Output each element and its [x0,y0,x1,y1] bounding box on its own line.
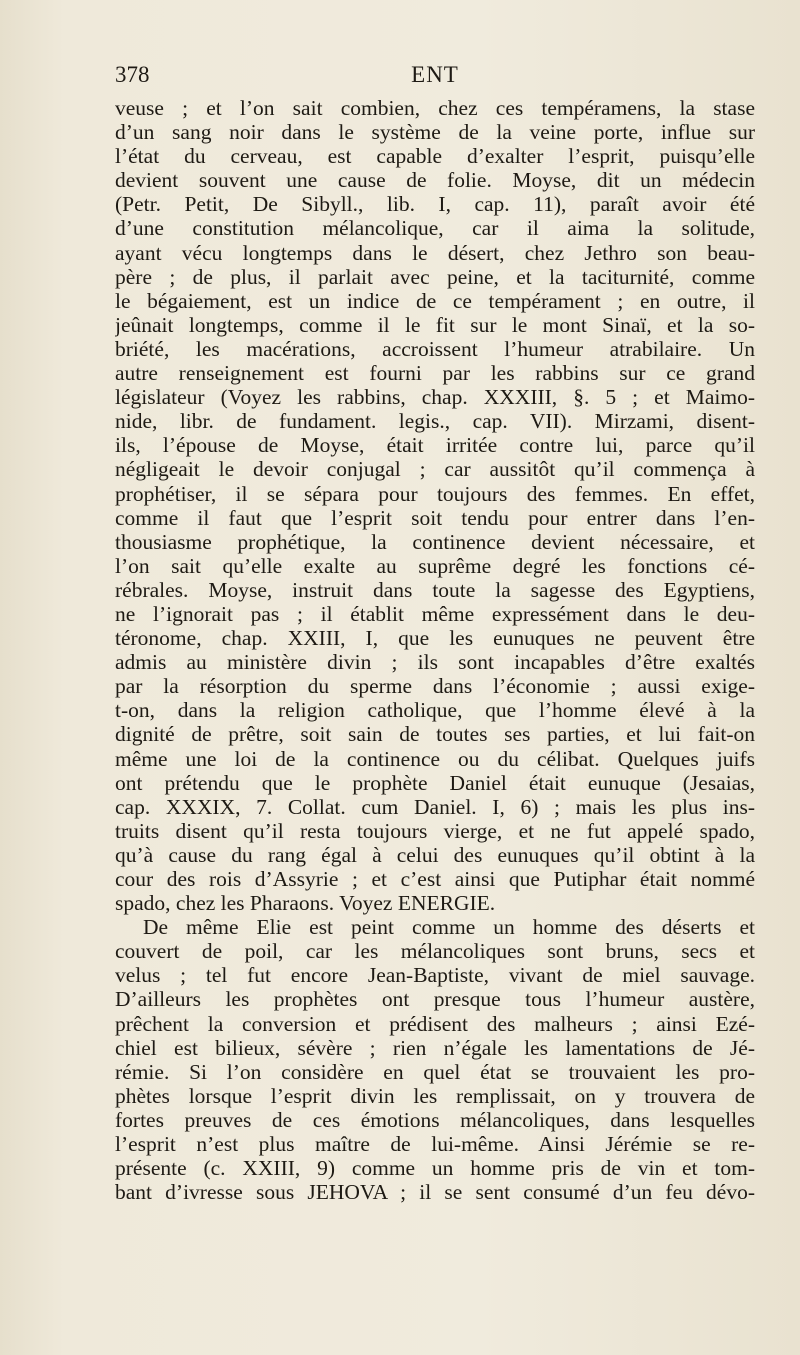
text-line: téronome, chap. XXIII, I, que les eunuques ne peuvent être [115,626,755,651]
text-line: l’esprit n’est plus maître de lui-même. Ainsi Jérémie se re- [115,1132,755,1157]
text-line: rébrales. Moyse, instruit dans toute la sagesse des Egyptiens, [115,577,755,602]
running-head: ENT [411,62,459,87]
text-line: chiel est bilieux, sévère ; rien n’égale les lamentations de Jé- [115,1035,755,1060]
text-line: (Petr. Petit, De Sibyll., lib. I, cap. 11), paraît avoir été [115,192,755,217]
text-line: père ; de plus, il parlait avec peine, et la taciturnité, comme [115,264,755,289]
text-line: jeûnait longtemps, comme il le fit sur le mont Sinaï, et la so- [115,312,755,337]
text-line: cap. XXXIX, 7. Collat. cum Daniel. I, 6) ; mais les plus ins- [115,794,755,819]
page-number: 378 [115,62,150,87]
text-line: bant d’ivresse sous JEHOVA ; il se sent consumé d’un feu dévo- [115,1180,755,1205]
text-line: le bégaiement, est un indice de ce tempérament ; en outre, il [115,288,755,313]
body-text [115,96,755,1204]
text-line: présente (c. XXIII, 9) comme un homme pris de vin et tom- [115,1156,755,1181]
text-line: velus ; tel fut encore Jean-Baptiste, vivant de miel sauvage. [115,963,755,988]
text-line: prêchent la conversion et prédisent des malheurs ; ainsi Ezé- [115,1011,755,1036]
text-line: devient souvent une cause de folie. Moyse, dit un médecin [115,168,755,193]
text-line: D’ailleurs les prophètes ont presque tous l’humeur austère, [115,987,755,1012]
page-header [115,62,755,92]
text-line: fortes preuves de ces émotions mélancoliques, dans lesquelles [115,1107,755,1132]
text-line: dignité de prêtre, soit sain de toutes ses parties, et lui fait-on [115,722,755,747]
text-line: phètes lorsque l’esprit divin les remplissait, on y trouvera de [115,1083,755,1108]
text-line: législateur (Voyez les rabbins, chap. XXXIII, §. 5 ; et Maimo- [115,385,755,410]
text-line: d’une constitution mélancolique, car il aima la solitude, [115,216,755,241]
text-line: ils, l’épouse de Moyse, était irritée contre lui, parce qu’il [115,433,755,458]
text-line: l’on sait qu’elle exalte au suprême degré les fonctions cé- [115,553,755,578]
text-line: thousiasme prophétique, la continence devient nécessaire, et [115,529,755,554]
paragraph-end-line: spado, chez les Pharaons. Voyez ENERGIE. [115,891,496,916]
paragraph-start-line: De même Elie est peint comme un homme des déserts et [143,915,755,940]
text-line: prophétiser, il se sépara pour toujours des femmes. En effet, [115,481,755,506]
text-line: négligeait le devoir conjugal ; car aussitôt qu’il commença à [115,457,755,482]
text-line: admis au ministère divin ; ils sont incapables d’être exaltés [115,650,755,675]
text-line: cour des rois d’Assyrie ; et c’est ainsi que Putiphar était nommé [115,867,755,891]
text-line: truits disent qu’il resta toujours vierge, et ne fut appelé spado, [115,818,755,843]
text-line: comme il faut que l’esprit soit tendu pour entrer dans l’en- [115,505,755,530]
text-line: l’état du cerveau, est capable d’exalter l’esprit, puisqu’elle [115,144,755,169]
text-line: ayant vécu longtemps dans le désert, chez Jethro son beau- [115,240,755,265]
text-line: t-on, dans la religion catholique, que l’homme élevé à la [115,698,755,723]
text-line: autre renseignement est fourni par les rabbins sur ce grand [115,361,755,386]
text-line: par la résorption du sperme dans l’économie ; aussi exige- [115,674,755,699]
text-line: ne l’ignorait pas ; il établit même expressément dans le deu- [115,601,755,626]
text-line: nide, libr. de fundament. legis., cap. VII). Mirzami, disent- [115,409,755,434]
text-line: briété, les macérations, accroissent l’humeur atrabilaire. Un [115,336,755,361]
text-line: ont prétendu que le prophète Daniel était eunuque (Jesaias, [115,770,755,795]
text-line: d’un sang noir dans le système de la veine porte, influe sur [115,120,755,145]
text-line: même une loi de la continence ou du célibat. Quelques juifs [115,746,755,771]
text-line: couvert de poil, car les mélancoliques sont bruns, secs et [115,939,755,964]
text-line: veuse ; et l’on sait combien, chez ces tempéramens, la stase [115,96,755,120]
text-line: qu’à cause du rang égal à celui des eunuques qu’il obtint à la [115,842,755,867]
text-line: rémie. Si l’on considère en quel état se trouvaient les pro- [115,1059,755,1084]
